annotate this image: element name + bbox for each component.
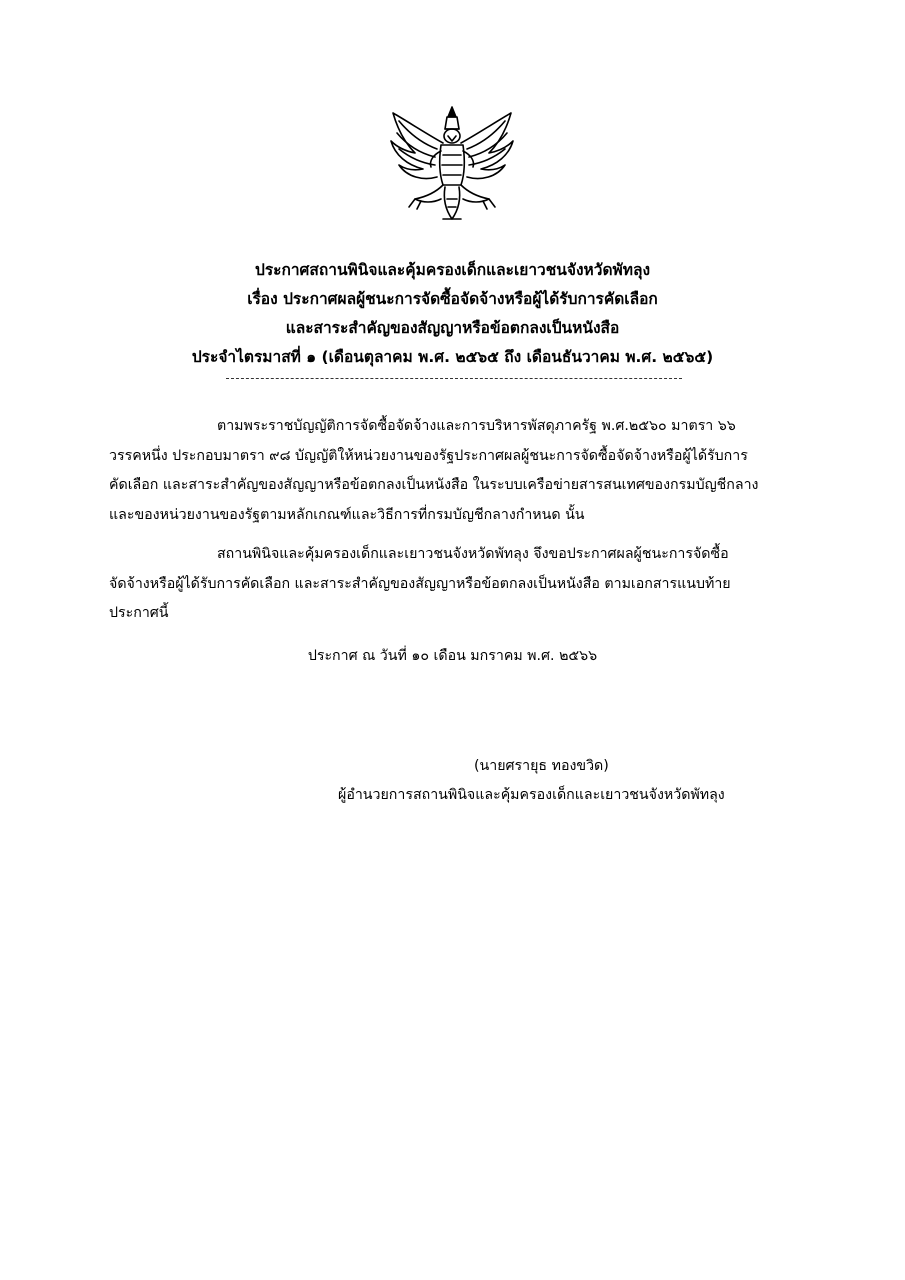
header-quarter: ประจำไตรมาสที่ ๑ (เดือนตุลาคม พ.ศ. ๒๕๖๕ ถึง เดือนธันวาคม พ.ศ. ๒๕๖๕) bbox=[191, 348, 714, 366]
announcement-header bbox=[100, 256, 805, 372]
dashed-divider bbox=[226, 378, 682, 379]
header-title: ประกาศสถานพินิจและคุ้มครองเด็กและเยาวชนจังหวัดพัทลุง bbox=[254, 261, 651, 279]
paragraph-line: วรรคหนึ่ง ประกอบมาตรา ๙๘ บัญญัติให้หน่วยงานของรัฐประกาศผลผู้ชนะการจัดซื้อจัดจ้างหรือผู้ได้รับการ bbox=[109, 447, 748, 464]
signer-title: ผู้อำนวยการสถานพินิจและคุ้มครองเด็กและเยาวชนจังหวัดพัทลุง bbox=[338, 787, 725, 803]
header-subject-cont: และสาระสำคัญของสัญญาหรือข้อตกลงเป็นหนังสือ bbox=[285, 319, 620, 337]
paragraph-announcement bbox=[109, 540, 799, 629]
paragraph-line: คัดเลือก และสาระสำคัญของสัญญาหรือข้อตกลงเป็นหนังสือ ในระบบเครือข่ายสารสนเทศของกรมบัญชีกลาง bbox=[109, 477, 759, 493]
header-subject: เรื่อง ประกาศผลผู้ชนะการจัดซื้อจัดจ้างหรือผู้ได้รับการคัดเลือก bbox=[247, 290, 658, 308]
paragraph-line: ตามพระราชบัญญัติการจัดซื้อจัดจ้างและการบริหารพัสดุภาครัฐ พ.ศ.๒๕๖๐ มาตรา ๖๖ bbox=[217, 418, 736, 434]
announcement-date: ประกาศ ณ วันที่ ๑๐ เดือน มกราคม พ.ศ. ๒๕๖๖ bbox=[307, 648, 598, 664]
paragraph-line: ประกาศนี้ bbox=[109, 605, 169, 621]
paragraph-line: สถานพินิจและคุ้มครองเด็กและเยาวชนจังหวัดพัทลุง จึงขอประกาศผลผู้ชนะการจัดซื้อ bbox=[217, 546, 729, 562]
paragraph-legal-basis bbox=[109, 412, 799, 530]
paragraph-line: จัดจ้างหรือผู้ได้รับการคัดเลือก และสาระสำคัญของสัญญาหรือข้อตกลงเป็นหนังสือ ตามเอกสารแนบท้าย bbox=[109, 575, 731, 592]
garuda-emblem-icon bbox=[385, 103, 519, 225]
signer-name: (นายศรายุธ ทองขวิด) bbox=[474, 758, 609, 774]
paragraph-line: และของหน่วยงานของรัฐตามหลักเกณฑ์และวิธีการที่กรมบัญชีกลางกำหนด นั้น bbox=[109, 506, 585, 523]
